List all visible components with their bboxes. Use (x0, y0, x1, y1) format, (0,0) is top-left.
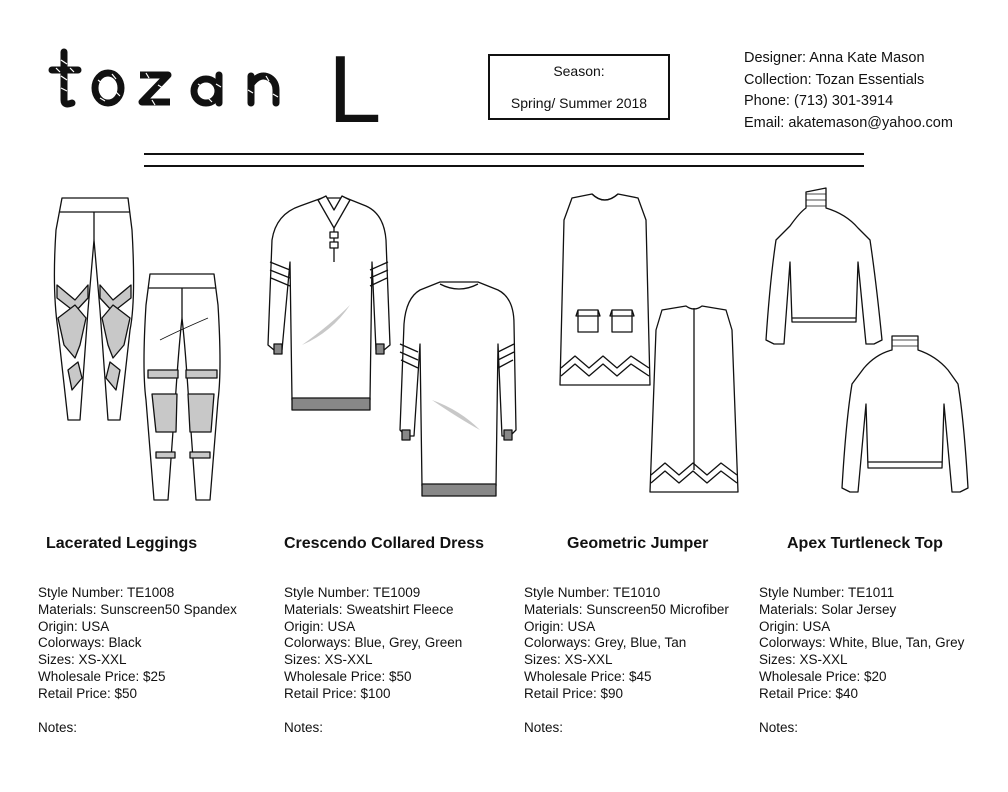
logo-mark: L (328, 40, 382, 130)
origin: Origin: USA (284, 618, 356, 634)
collared-dress-front-sketch (268, 196, 390, 410)
style-number: Style Number: TE1008 (38, 585, 175, 600)
notes: Notes: (524, 719, 564, 735)
product-details-leggings (38, 585, 237, 736)
product-details-turtleneck (759, 585, 964, 736)
product-name-leggings: Lacerated Leggings (46, 535, 198, 552)
logo-letter-z (140, 75, 170, 102)
notes: Notes: (38, 719, 78, 735)
notes: Notes: (759, 719, 799, 735)
materials: Materials: Sunscreen50 Microfiber (524, 601, 729, 617)
product-details-collared-dress (284, 585, 462, 736)
turtleneck-front-sketch (766, 188, 882, 344)
designer-line: Designer: Anna Kate Mason (744, 50, 925, 66)
leggings-back-sketch (144, 274, 220, 500)
retail-price: Retail Price: $40 (759, 685, 859, 701)
collared-dress-back-sketch (400, 282, 516, 496)
sizes: Sizes: XS-XXL (759, 652, 848, 668)
product-name-turtleneck: Apex Turtleneck Top (787, 535, 943, 552)
notes: Notes: (284, 719, 324, 735)
phone-line: Phone: (713) 301-3914 (744, 93, 894, 109)
wholesale-price: Wholesale Price: $20 (759, 668, 887, 684)
colorways: Colorways: White, Blue, Tan, Grey (759, 635, 965, 651)
email-line: Email: akatemason@yahoo.com (744, 114, 953, 131)
colorways: Colorways: Blue, Grey, Green (284, 635, 463, 651)
style-number: Style Number: TE1009 (284, 585, 421, 600)
product-name-geometric-jumper: Geometric Jumper (567, 535, 709, 552)
retail-price: Retail Price: $100 (284, 685, 391, 701)
retail-price: Retail Price: $50 (38, 685, 138, 701)
brand-logo (46, 40, 386, 130)
turtleneck-back-sketch (842, 336, 968, 492)
wholesale-price: Wholesale Price: $45 (524, 668, 652, 684)
logo-letter-a (194, 75, 219, 103)
materials: Materials: Sweatshirt Fleece (284, 601, 454, 617)
colorways: Colorways: Black (38, 635, 142, 651)
retail-price: Retail Price: $90 (524, 685, 624, 701)
sizes: Sizes: XS-XXL (524, 652, 613, 668)
header-rule-top (144, 153, 864, 155)
materials: Materials: Solar Jersey (759, 601, 897, 617)
season-label: Season: (553, 63, 605, 79)
header-rule-bottom (144, 165, 864, 167)
sizes: Sizes: XS-XXL (38, 652, 127, 668)
style-number: Style Number: TE1011 (759, 585, 895, 600)
jumper-back-sketch (650, 306, 738, 492)
logo-letter-n (251, 76, 276, 103)
sizes: Sizes: XS-XXL (284, 652, 373, 668)
origin: Origin: USA (38, 618, 110, 634)
leggings-front-sketch (54, 198, 133, 420)
product-name-collared-dress: Crescendo Collared Dress (284, 535, 485, 552)
origin: Origin: USA (524, 618, 596, 634)
origin: Origin: USA (759, 618, 831, 634)
wholesale-price: Wholesale Price: $25 (38, 668, 166, 684)
garment-sketches (0, 180, 1008, 510)
jumper-front-sketch (560, 194, 650, 385)
logo-letter-o (95, 73, 121, 103)
season-box (488, 54, 670, 120)
designer-info (744, 48, 953, 134)
collection-line: Collection: Tozan Essentials (744, 71, 925, 88)
wholesale-price: Wholesale Price: $50 (284, 668, 412, 684)
materials: Materials: Sunscreen50 Spandex (38, 601, 237, 617)
style-number: Style Number: TE1010 (524, 585, 661, 600)
colorways: Colorways: Grey, Blue, Tan (524, 635, 687, 651)
product-details-geometric-jumper (524, 585, 729, 736)
season-value: Spring/ Summer 2018 (510, 95, 648, 111)
